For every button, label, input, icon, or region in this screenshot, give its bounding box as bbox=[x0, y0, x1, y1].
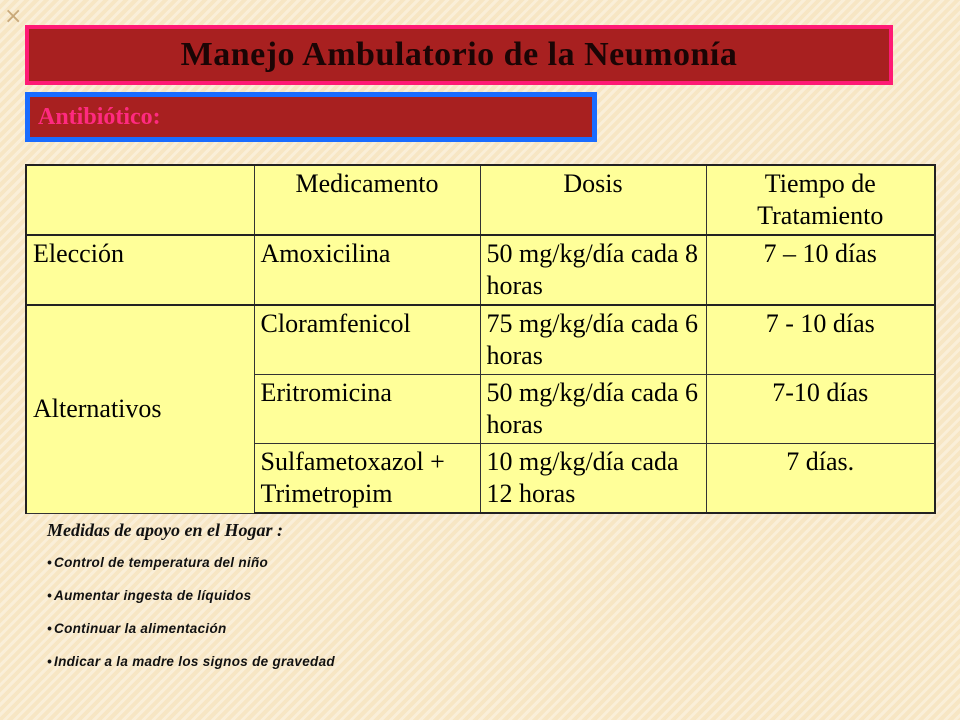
table-row bbox=[26, 305, 935, 375]
slide-subtitle: Antibiótico: bbox=[38, 103, 161, 130]
bullet-icon: • bbox=[47, 621, 53, 636]
list-item-text: Control de temperatura del niño bbox=[54, 555, 269, 570]
row-tiempo: 7 días. bbox=[706, 444, 935, 514]
header-cell-empty bbox=[26, 165, 254, 235]
list-item bbox=[47, 654, 547, 669]
header-cell-medicamento: Medicamento bbox=[254, 165, 480, 235]
row-tiempo: 7 – 10 días bbox=[706, 235, 935, 305]
home-support-section bbox=[47, 520, 547, 687]
row-group-label: Alternativos bbox=[26, 305, 254, 513]
bullet-icon: • bbox=[47, 555, 53, 570]
corner-x-mark: × bbox=[4, 4, 23, 29]
list-item bbox=[47, 588, 547, 603]
row-dosis: 50 mg/kg/día cada 8 horas bbox=[480, 235, 706, 305]
bullet-icon: • bbox=[47, 654, 53, 669]
list-item-text: Aumentar ingesta de líquidos bbox=[54, 588, 252, 603]
list-item bbox=[47, 621, 547, 636]
row-dosis: 10 mg/kg/día cada 12 horas bbox=[480, 444, 706, 514]
table-header-row bbox=[26, 165, 935, 235]
row-medicamento: Sulfametoxazol + Trimetropim bbox=[254, 444, 480, 514]
title-banner bbox=[25, 25, 893, 85]
row-tiempo: 7-10 días bbox=[706, 375, 935, 444]
row-group-label: Elección bbox=[26, 235, 254, 305]
row-medicamento: Amoxicilina bbox=[254, 235, 480, 305]
row-medicamento: Eritromicina bbox=[254, 375, 480, 444]
row-dosis: 75 mg/kg/día cada 6 horas bbox=[480, 305, 706, 375]
antibiotic-table bbox=[25, 164, 936, 514]
bullet-icon: • bbox=[47, 588, 53, 603]
list-item bbox=[47, 555, 547, 570]
list-item-text: Continuar la alimentación bbox=[54, 621, 227, 636]
row-tiempo: 7 - 10 días bbox=[706, 305, 935, 375]
row-medicamento: Cloramfenicol bbox=[254, 305, 480, 375]
header-cell-dosis: Dosis bbox=[480, 165, 706, 235]
row-dosis: 50 mg/kg/día cada 6 horas bbox=[480, 375, 706, 444]
table-row bbox=[26, 235, 935, 305]
home-support-list bbox=[47, 555, 547, 669]
slide-title: Manejo Ambulatorio de la Neumonía bbox=[180, 36, 738, 73]
header-cell-tiempo: Tiempo de Tratamiento bbox=[706, 165, 935, 235]
home-support-title: Medidas de apoyo en el Hogar : bbox=[47, 520, 283, 540]
list-item-text: Indicar a la madre los signos de gravedad bbox=[54, 654, 335, 669]
subtitle-banner bbox=[25, 92, 597, 142]
